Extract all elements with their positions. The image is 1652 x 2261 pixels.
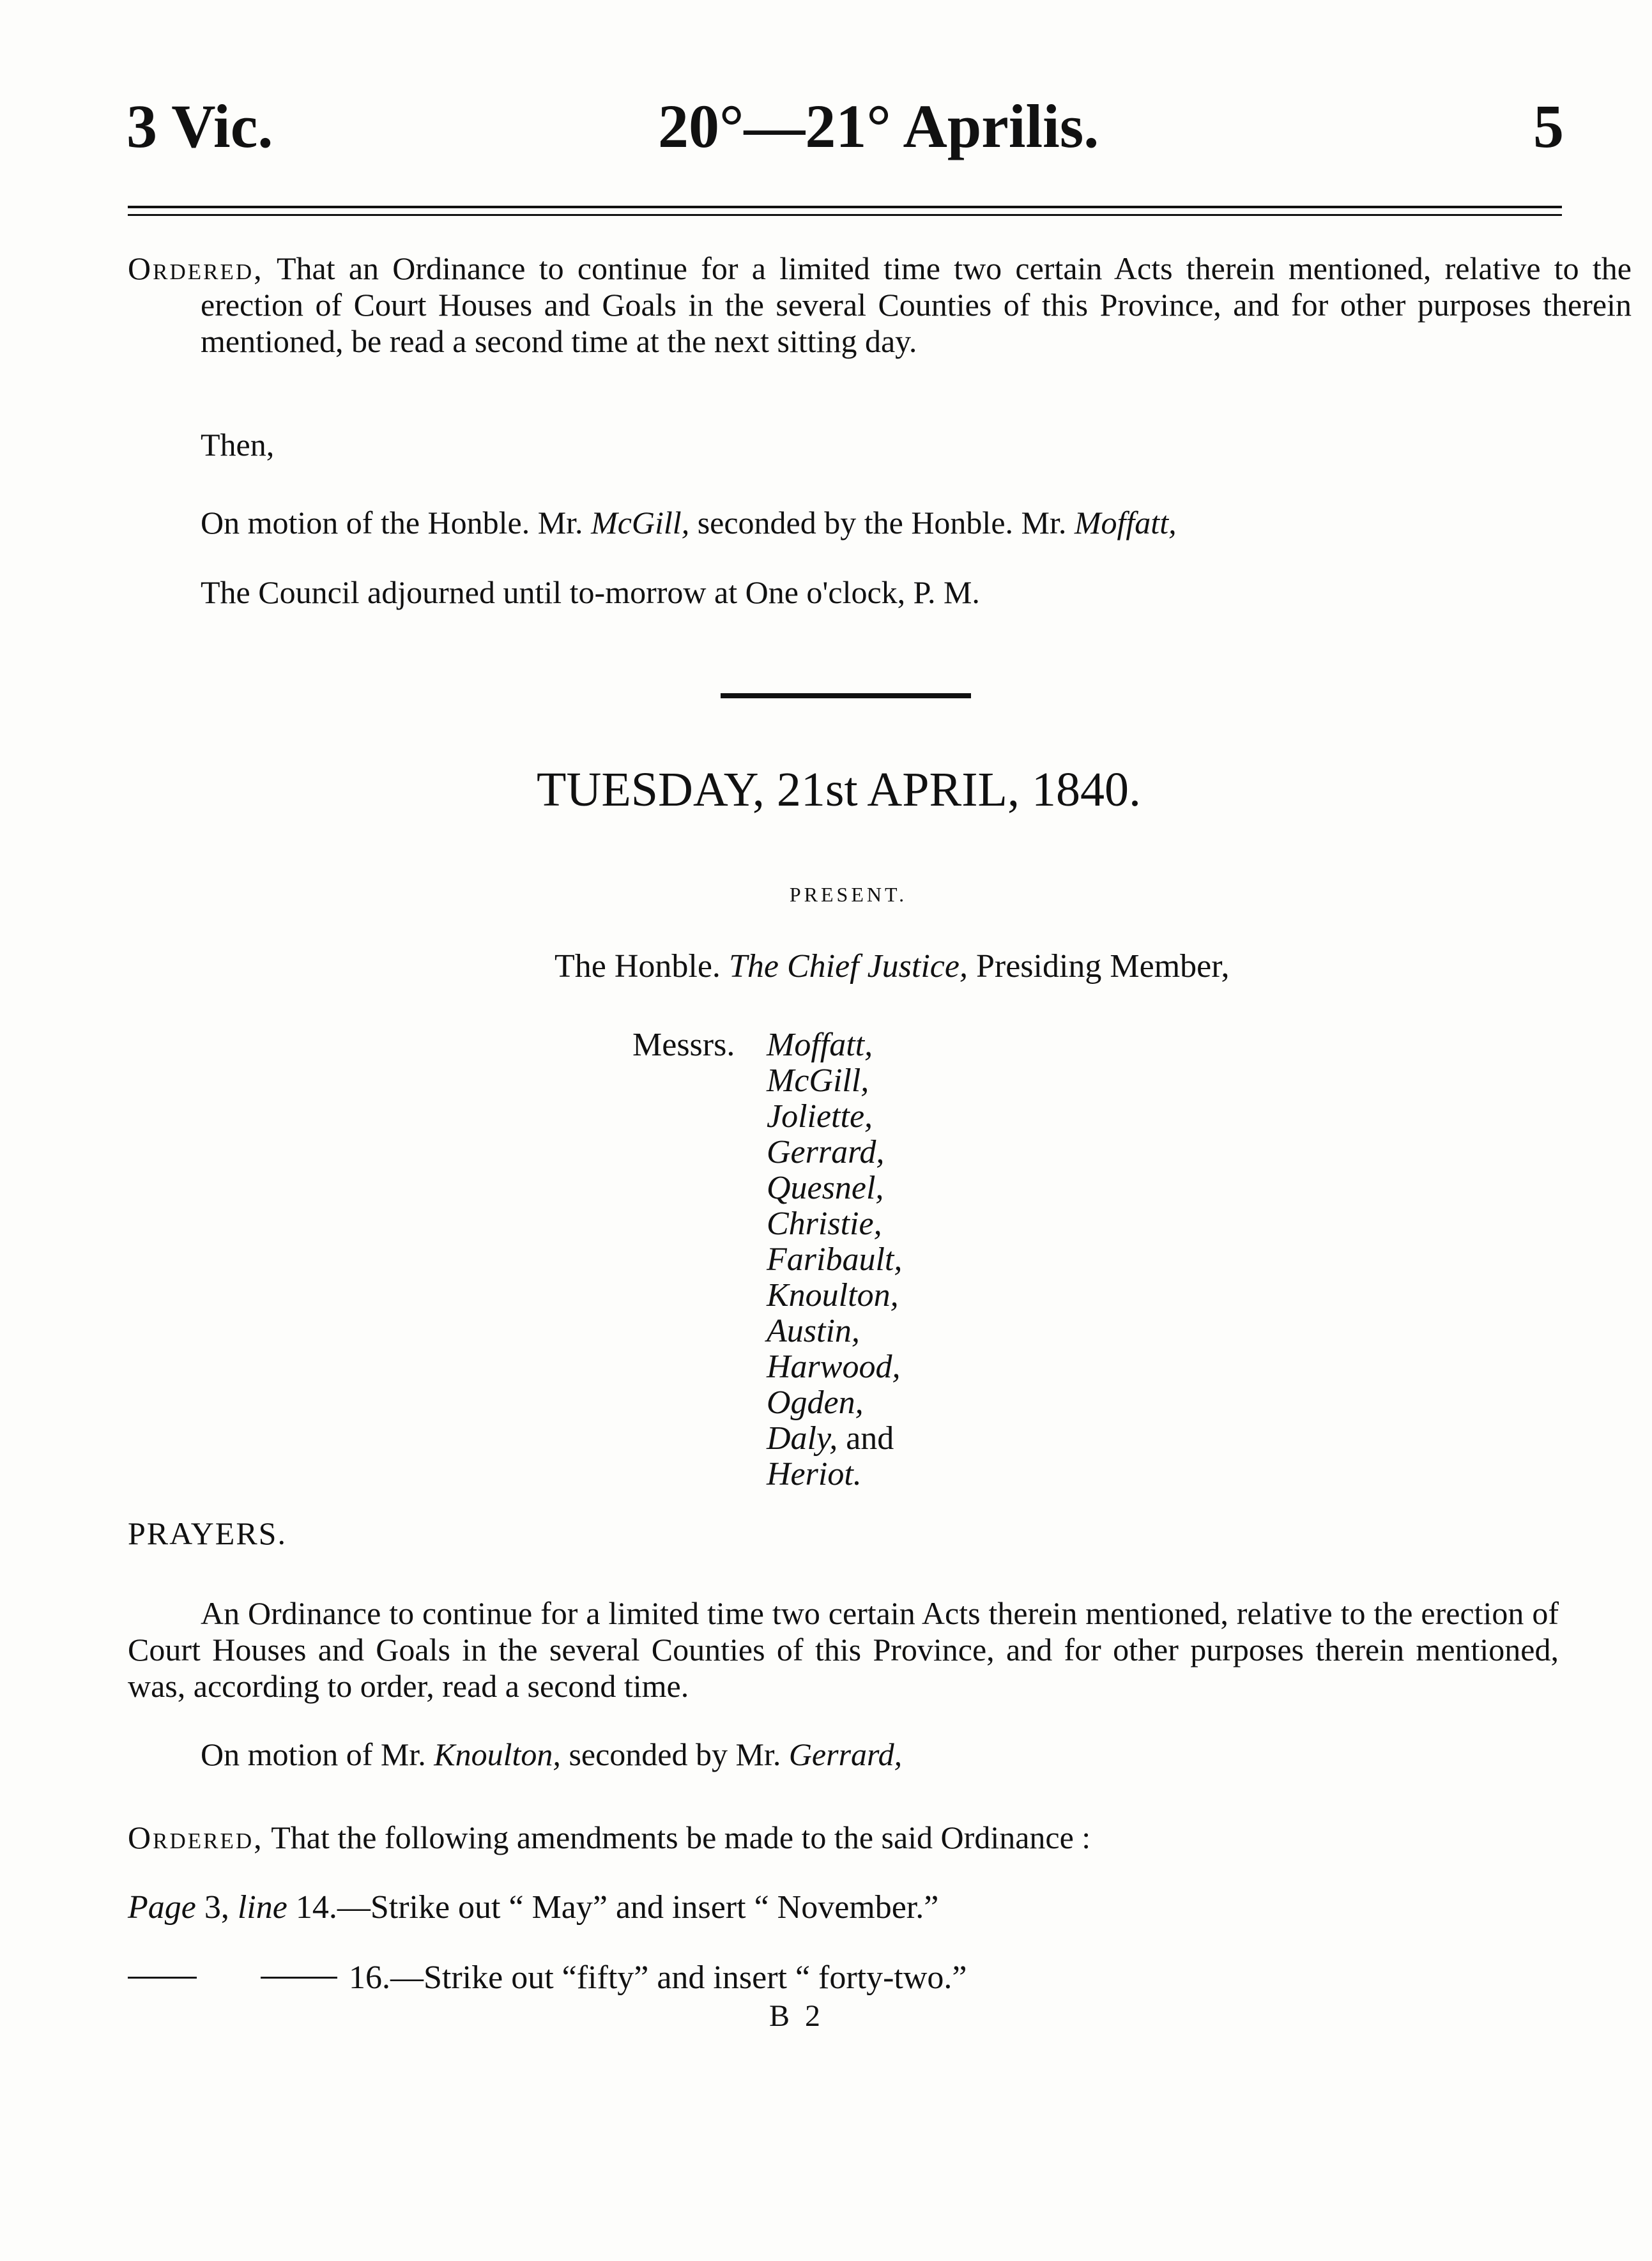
member-name: Harwood, bbox=[767, 1349, 901, 1385]
presiding-prefix: The Honble. bbox=[554, 948, 721, 985]
member-name: Heriot. bbox=[767, 1456, 862, 1492]
line-number-ref: 14. bbox=[295, 1889, 337, 1926]
ordered-label: Ordered, bbox=[128, 250, 264, 286]
member-name: Daly, bbox=[767, 1420, 838, 1457]
members-list bbox=[767, 1027, 902, 1492]
presiding-suffix: Presiding Member, bbox=[975, 948, 1230, 985]
motion-text: On motion of Mr. bbox=[201, 1736, 426, 1772]
motion-text: seconded by the Honble. Mr. bbox=[697, 505, 1067, 540]
seconder-name: Moffatt, bbox=[1074, 505, 1177, 540]
header-double-rule bbox=[128, 206, 1562, 216]
members-label: Messrs. bbox=[632, 1027, 735, 1063]
and-word: and bbox=[846, 1420, 894, 1457]
ordered-paragraph-2 bbox=[128, 1820, 1090, 1856]
running-header-dates: 20°—21° Aprilis. bbox=[658, 92, 1099, 160]
member-name-penultimate bbox=[767, 1421, 902, 1457]
member-name: Joliette, bbox=[767, 1098, 873, 1135]
section-divider-rule bbox=[721, 693, 971, 698]
then-line: Then, bbox=[201, 427, 275, 463]
running-header-regnal-year: 3 Vic. bbox=[126, 92, 273, 160]
presiding-name: The Chief Justice, bbox=[728, 948, 968, 985]
ditto-dash-page bbox=[128, 1977, 197, 1979]
ordered-text: That an Ordinance to continue for a limited time two certain Acts therein mentioned, relative to the erection of Court Houses and Goals in the several Counties of this Province, and for other purposes therein mentioned, be read a second time at the next sitting day. bbox=[201, 250, 1632, 359]
member-name: Knoulton, bbox=[767, 1277, 899, 1314]
motion-text: On motion of the Honble. Mr. bbox=[201, 505, 583, 540]
ordered-paragraph-1 bbox=[128, 250, 1632, 360]
adjournment-line: The Council adjourned until to-morrow at One o'clock, P. M. bbox=[201, 574, 980, 610]
present-label: PRESENT. bbox=[789, 883, 908, 906]
presiding-line bbox=[554, 948, 1230, 985]
motion-line-2 bbox=[201, 1736, 902, 1773]
motion-line-1 bbox=[201, 505, 1177, 541]
ordered-label: Ordered, bbox=[128, 1820, 264, 1855]
ordered-text: That the following amendments be made to the said Ordinance : bbox=[271, 1820, 1091, 1855]
member-name: Quesnel, bbox=[767, 1170, 884, 1206]
date-heading: TUESDAY, 21st APRIL, 1840. bbox=[537, 763, 1141, 816]
member-name: Faribault, bbox=[767, 1241, 903, 1278]
page-number-ref: 3, bbox=[204, 1889, 229, 1926]
motion-text: seconded by Mr. bbox=[569, 1736, 781, 1772]
page-label: Page bbox=[128, 1889, 196, 1926]
amendment-row-2 bbox=[349, 1961, 967, 1995]
amendment-text: —Strike out “ May” and insert “ November.” bbox=[337, 1889, 939, 1926]
amendment-text: —Strike out “fifty” and insert “ forty-two.” bbox=[390, 1959, 967, 1996]
line-number-ref: 16. bbox=[349, 1959, 390, 1996]
seconder-name: Gerrard, bbox=[788, 1736, 903, 1772]
line-label: line bbox=[237, 1889, 287, 1926]
ordinance-second-reading-paragraph: An Ordinance to continue for a limited time two certain Acts therein mentioned, relative to the erection of Court Houses and Goals in the several Counties of this Province, and for other purposes therein mentioned, was, according to order, read a second time. bbox=[128, 1595, 1559, 1704]
ditto-dash-line bbox=[261, 1977, 337, 1979]
mover-name: McGill, bbox=[591, 505, 690, 540]
amendment-row-1 bbox=[128, 1891, 938, 1924]
member-name: Ogden, bbox=[767, 1384, 864, 1421]
member-name: Austin, bbox=[767, 1313, 860, 1349]
mover-name: Knoulton, bbox=[434, 1736, 561, 1772]
signature-mark: B 2 bbox=[769, 1999, 825, 2033]
page-number: 5 bbox=[1533, 92, 1564, 160]
member-name: McGill, bbox=[767, 1062, 869, 1099]
member-name: Christie, bbox=[767, 1206, 882, 1242]
prayers-heading: PRAYERS. bbox=[128, 1515, 287, 1551]
member-name: Gerrard, bbox=[767, 1134, 885, 1170]
member-name: Moffatt, bbox=[767, 1027, 873, 1063]
